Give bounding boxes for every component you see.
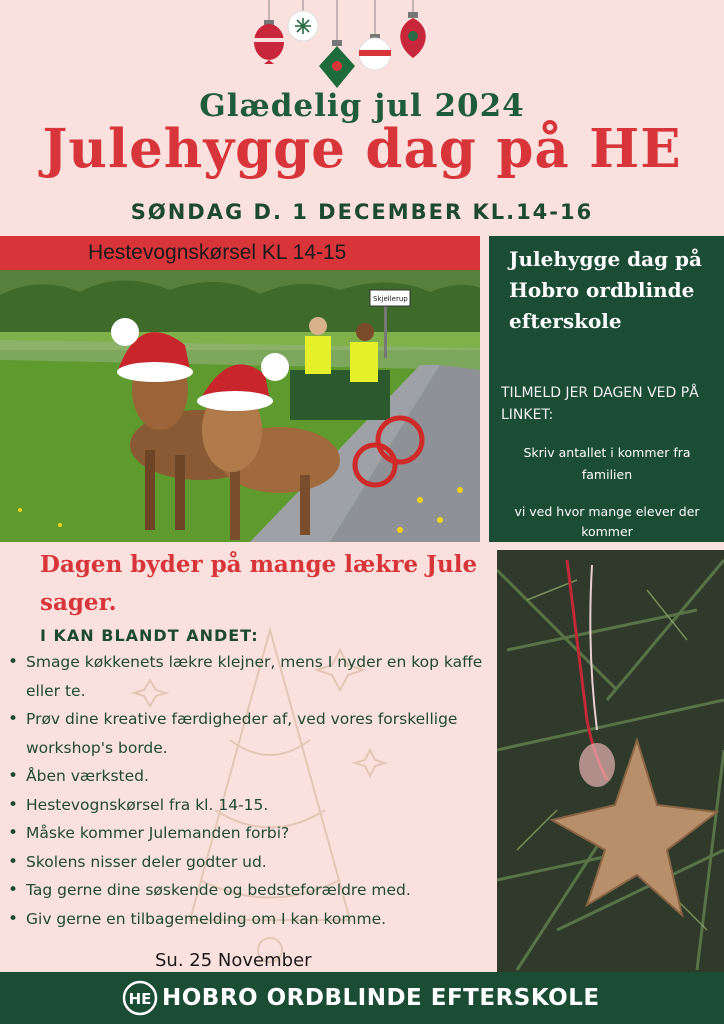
list-item: • Tag gerne dine søskende og bedsteforældre med. (8, 876, 504, 905)
header-subtitle: Glædelig jul 2024 (199, 88, 525, 124)
page-title: Julehygge dag på HE (42, 118, 682, 180)
list-item: • Prøv dine kreative færdigheder af, ved vores forskellige workshop's borde. (8, 705, 504, 762)
footer-bar (0, 972, 724, 1024)
list-item: • Hestevognskørsel fra kl. 14-15. (8, 791, 504, 820)
red-drop-ornament-icon (400, 12, 426, 58)
christmas-ornaments-decoration (240, 0, 440, 95)
patterned-ornament-icon (359, 34, 391, 70)
horse-wagon-photo (0, 270, 480, 542)
offer-heading: Dagen byder på mange lækre Jule sager. (40, 551, 478, 616)
road-sign-text: Skjellerup (373, 295, 408, 303)
activities-heading: I KAN BLANDT ANDET: (40, 626, 259, 645)
event-date: SØNDAG D. 1 DECEMBER KL.14-16 (130, 200, 594, 224)
school-logo-icon (122, 980, 160, 1016)
school-name: HOBRO ORDBLINDE EFTERSKOLE (162, 985, 600, 1011)
student-count-note: vi ved hvor mange elever der kommer (514, 504, 700, 539)
activities-list (0, 648, 504, 933)
wagon-ride-label: Hestevognskørsel KL 14-15 (88, 241, 347, 264)
list-item: • Måske kommer Julemanden forbi? (8, 819, 504, 848)
signup-instruction: TILMELD JER DAGEN VED PÅ LINKET: (501, 385, 699, 423)
green-ornament-icon (319, 40, 355, 88)
snowflake-ornament-icon (288, 11, 318, 41)
family-count-note: Skriv antallet i kommer fra familien (523, 445, 691, 482)
reply-deadline: Su. 25 November (155, 950, 312, 971)
school-logo-text: HE (128, 990, 152, 1008)
list-item: • Skolens nisser deler godter ud. (8, 848, 504, 877)
red-ornament-icon (254, 20, 284, 64)
list-item: • Åben værksted. (8, 762, 504, 791)
star-ornament-photo (497, 550, 724, 972)
signup-panel (489, 236, 724, 542)
signup-panel-title: Julehygge dag på Hobro ordblinde efterskole (509, 247, 702, 333)
list-item: • Smage køkkenets lækre klejner, mens I nyder en kop kaffe eller te. (8, 648, 504, 705)
wagon-ride-banner (0, 236, 480, 270)
list-item: • Giv gerne en tilbagemelding om I kan komme. (8, 905, 504, 934)
